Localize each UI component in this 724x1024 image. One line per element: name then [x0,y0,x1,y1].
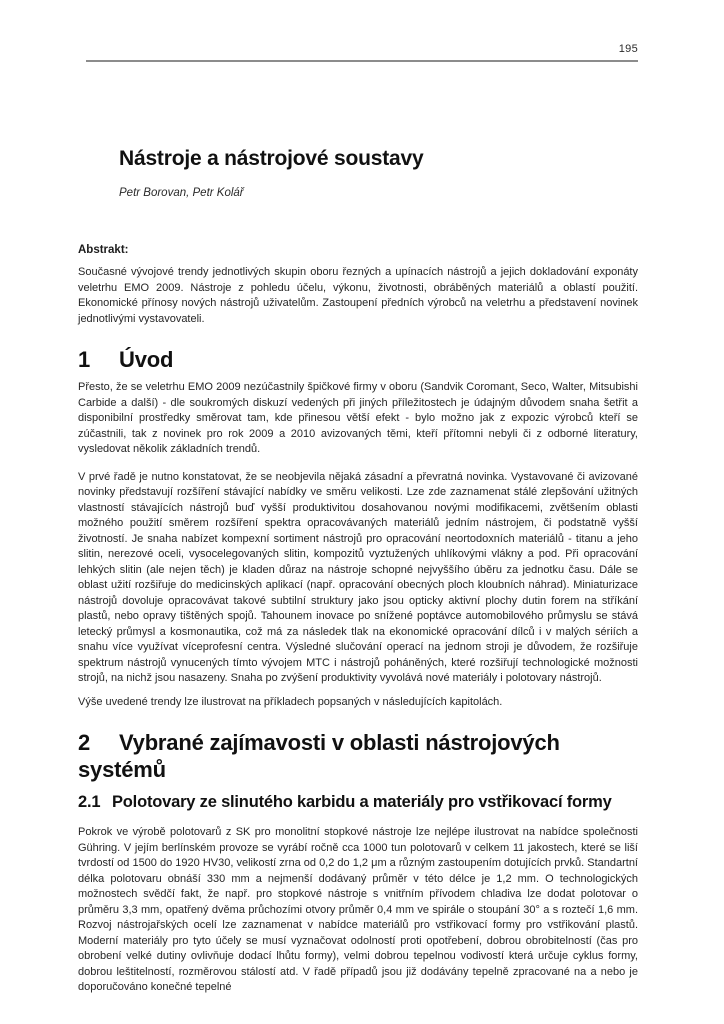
section-2-1-paragraph-1: Pokrok ve výrobě polotovarů z SK pro monolitní stopkové nástroje lze nejlépe ilustrovat na nabídce společnosti Gühring. V jejím berlínském provoze se vyrábí ročně cca 1000 tun polotovarů v celkem 11 jakostech, které se liší tvrdostí od 1500 do 1920 HV30, velikostí zrna od 0,2 do 1,2 μm a různým zastoupením dotujících prvků. Standartní délka polotovaru obnáší 330 mm a nejmenší dodávaný průměr v této délce je 1,2 mm. O technologických možnostech svědčí fakt, že např. pro stopkové nástroje s vnitřním přívodem chladiva lze dodat polotovar o průměru 3,3 mm, opatřený dvěma průchozími otvory průměr 0,4 mm ve spirále o stoupání 30° a s roztečí 1,6 mm. Rozvoj nástrojařských ocelí lze zaznamenat v nabídce materiálů pro vstřikovací formy pro vstřikování plastů. Moderní materiály pro tyto účely se musí vyznačovat odolností proti opotřebení, dobrou obrobitelností (čas pro obrobení velké dutiny ovlivňuje dodací lhůtu formy), velmi dobrou tepelnou vodivostí která určuje cyklus formy, dobrou leštitelností, rozměrovou stálostí atd. V řadě případů jsou již dodávány tepelně zpracované na a nebo je doporučováno konečné tepelné [78,826,638,993]
abstract-text: Současné vývojové trendy jednotlivých skupin oboru řezných a upínacích nástrojů a jejich dokladování exponáty veletrhu EMO 2009. Nástroje z pohledu účelu, výkonu, životnosti, obráběných materiálů a oblastí použití. Ekonomické přínosy nových nástrojů uživatelům. Zastoupení předních výrobců na veletrhu a představení novinek jednotlivými vystavovateli. [78,266,638,325]
section-2-number: 2 [78,730,91,755]
section-1-paragraph-1: Přesto, že se veletrhu EMO 2009 nezúčastnily špičkové firmy v oboru (Sandvik Coromant, Seco, Walter, Mitsubishi Carbide a další) - dle soukromých diskuzí vedených při jiných příležitostech je údajným důvodem snaha šetřit a disponibilní prostředky směrovat tam, kde přinesou větší efekt - bylo možno jak z expozic výrobců kteří se zúčastnili, tak z novinek pro rok 2009 a 2010 avizovaných těmi, kteří přítomni nebyli či z odborné literatury, vysledovat několik základních trendů. [78,381,638,455]
section-1-paragraph-2: V prvé řadě je nutno konstatovat, že se neobjevila nějaká zásadní a převratná novinka. Vystavované či avizované novinky představují rozšíření stávající nabídky ve směru velikosti. Lze zde zaznamenat stálé zlepšování užitných vlastností stávajících nástrojů buď vyšší produktivitou dosahovanou novými modifikacemi, zvětšením oblasti možného použití směrem rozšíření spektra opracovávaných materiálů jedním nástrojem, či podstatně vyšší životností. Je snaha nabízet kompexní sortiment nástrojů pro opracování neortodoxních materiálů - titanu a jeho slitin, nerezové oceli, vysocelegovaných slitin, kompozitů vyztužených uhlíkovými vlákny a pod. Při opracování lehkých slitin (ale nejen těch) je kladen důraz na nástroje schopné nejvyššího úběru za jednotku času. Dále se oblast užití rozšiřuje do medicinských aplikací (např. opracování obecných ploch kloubních náhrad). Miniaturizace nástrojů dovoluje opracovávat takové subtilní struktury jako jsou opticky aktivní plochy dutin forem na stříkání plastů, nebo opravy tištěných spojů. Tahounem inovace po snížené poptávce automobilového průmyslu se stává letecký průmysl a kosmonautika, což má za následek tlak na ekonomické opracování dílců i v malých sériích a snahu více využívat víceprofesní centra. Výsledné slučování operací na jednom stroji je důvodem, že rozšiřuje spektrum nástrojů vynucených tímto vývojem MTC i nástrojů poháněných, které rozšiřují technologické možnosti strojů, na nichž jsou nasazeny. Snaha po zvýšení produktivity vyvolává nové materiály i polotovary nástrojů. [78,470,638,684]
article-authors: Petr Borovan, Petr Kolář [119,187,244,199]
section-2-1-number: 2.1 [78,793,101,811]
page-number: 195 [618,43,638,55]
article-title: Nástroje a nástrojové soustavy [119,147,424,170]
section-1-title: Úvod [119,347,174,372]
section-2-1-title: Polotovary ze slinutého karbidu a materiály pro vstřikovací formy [112,793,612,811]
section-1-paragraph-3: Výše uvedené trendy lze ilustrovat na příkladech popsaných v následujících kapitolách. [78,695,503,708]
page-content [78,0,638,996]
abstract-label: Abstrakt: [78,244,129,256]
section-1-heading [78,346,638,373]
section-2-heading [78,729,638,783]
section-2-title: Vybrané zajímavosti v oblasti nástrojových systémů [78,730,560,782]
section-2-1-heading [78,792,638,813]
section-1-number: 1 [78,347,91,372]
